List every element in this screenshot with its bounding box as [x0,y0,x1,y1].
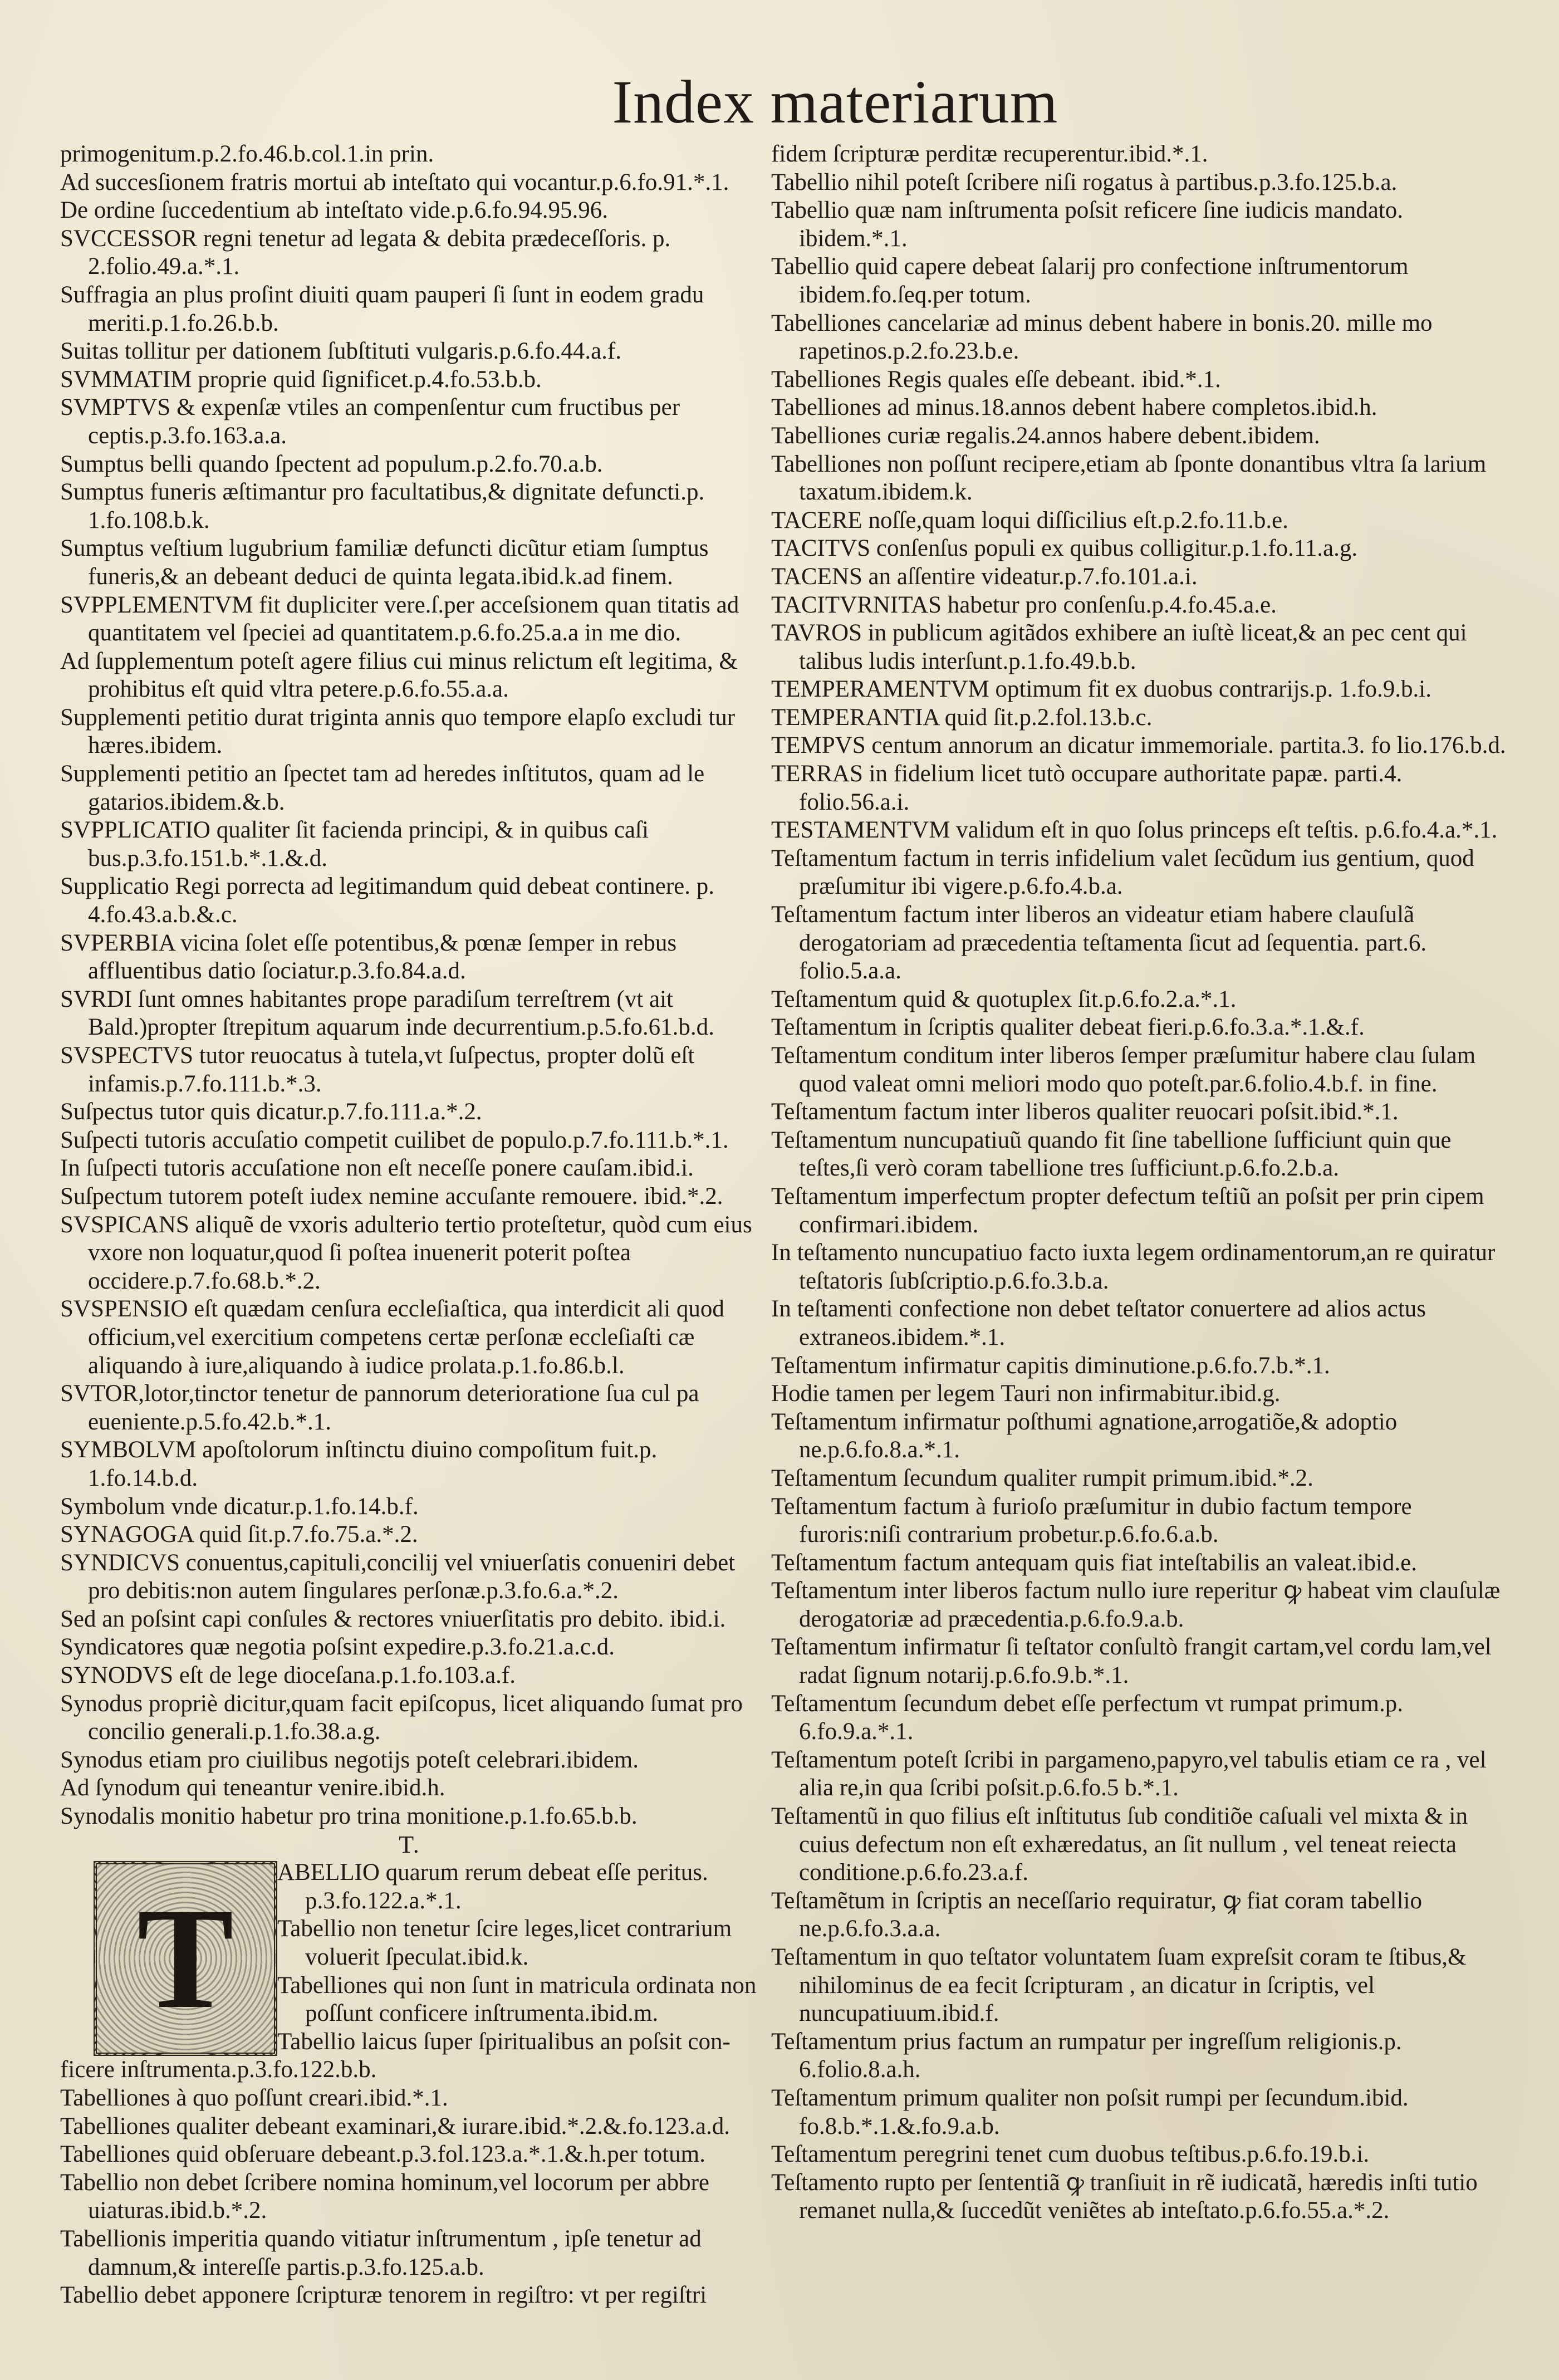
index-entry: TESTAMENTVM validum eſt in quo ſolus princeps eſt teſtis. p.6.fo.4.a.*.1. [771,817,1498,844]
index-entry: SVSPECTVS tutor reuocatus à tutela,vt ſuſpectus, propter dolũ eſt infamis.p.7.fo.111.b.*.3. [60,1042,695,1097]
index-entry: Synodalis monitio habetur pro trina monitione.p.1.fo.65.b.b. [60,1803,638,1830]
index-entry: Teſtamentum peregrini tenet cum duobus teſtibus.p.6.fo.19.b.i. [771,2141,1370,2168]
index-entry: ficere inſtrumenta.p.3.fo.122.b.b. [60,2056,377,2083]
index-entry: Teſtamentũ in quo filius eſt inſtitutus ſub conditiõe caſuali vel mixta & in cuius defectum non eſt exhæredatus, an ſit nullum , vel teneat reiecta conditione.p.6.fo.23.a.f. [771,1803,1468,1886]
index-entry: primogenitum.p.2.fo.46.b.col.1.in prin. [60,141,434,167]
index-entry: Synodus propriè dicitur,quam facit epiſcopus, licet aliquando ſumat pro concilio generali.p.1.fo.38.a.g. [60,1690,743,1745]
index-entry: Teſtamentum factum in terris infidelium valet ſecũdum ius gentium, quod præſumitur ibi vigere.p.6.fo.4.b.a. [771,845,1474,900]
index-entry: Tabelliones Regis quales eſſe debeant. ibid.*.1. [771,366,1221,393]
left-entries [60,140,759,1831]
index-entry: TACITVRNITAS habetur pro conſenſu.p.4.fo.45.a.e. [771,591,1277,618]
index-entry: TAVROS in publicum agitãdos exhibere an iuſtè liceat,& an pec cent qui talibus ludis interſunt.p.1.fo.49.b.b. [771,620,1467,674]
index-entry: Teſtamentum infirmatur capitis diminutione.p.6.fo.7.b.*.1. [771,1352,1330,1379]
index-entry: SVPPLICATIO qualiter ſit facienda principi, & in quibus caſi bus.p.3.fo.151.b.*.1.&.d. [60,817,649,871]
index-entry: Tabelliones qui non ſunt in matricula ordinata non poſſunt conficere inſtrumenta.ibid.m. [277,1972,757,2027]
index-entry: SVSPENSIO eſt quædam cenſura eccleſiaſtica, qua interdicit ali quod officium,vel exercitium competens certæ perſonæ eccleſiaſti cæ aliquando à iure,aliquando à iudice prolata.p.1.fo.86.b.l. [60,1296,724,1379]
index-entry: Suſpectus tutor quis dicatur.p.7.fo.111.a.*.2. [60,1099,482,1125]
index-entry: TEMPVS centum annorum an dicatur immemoriale. partita.3. fo lio.176.b.d. [771,732,1506,759]
index-entry: In teſtamento nuncupatiuo facto iuxta legem ordinamentorum,an re quiratur teſtatoris ſubſcriptio.p.6.fo.3.b.a. [771,1240,1496,1294]
index-entry: Teſtamentum factum inter liberos an videatur etiam habere clauſulã derogatoriam ad præcedentia teſtamenta ſicut ad ſequentia. part.6. folio.5.a.a. [771,902,1427,985]
left-after-entries [60,2056,759,2309]
index-column-right [771,140,1506,2225]
index-entry: Ad succesſionem fratris mortui ab inteſtato qui vocantur.p.6.fo.91.*.1. [60,169,729,195]
index-entry: Tabelliones non poſſunt recipere,etiam ab ſponte donantibus vltra ſa larium taxatum.ibidem.k. [771,450,1487,506]
drop-cap-block [60,1859,759,2056]
index-entry: Supplicatio Regi porrecta ad legitimandum quid debeat continere. p. 4.fo.43.a.b.&.c. [60,873,714,928]
index-entry: Teſtamentum prius factum an rumpatur per ingreſſum religionis.p. 6.folio.8.a.h. [771,2028,1402,2083]
index-entry: Teſtamentum inter liberos factum nullo iure reperitur ꝙ habeat vim clauſulæ derogatoriæ ad præcedentia.p.6.fo.9.a.b. [771,1578,1501,1632]
index-entry: SVRDI ſunt omnes habitantes prope paradiſum terreſtrem (vt ait Bald.)propter ſtrepitum aquarum inde decurrentium.p.5.fo.61.b.d. [60,986,714,1041]
index-entry: Teſtamentum quid & quotuplex ſit.p.6.fo.2.a.*.1. [771,986,1237,1012]
index-entry: TACERE noſſe,quam loqui diſſicilius eſt.p.2.fo.11.b.e. [771,507,1288,533]
index-entry: TERRAS in fidelium licet tutò occupare authoritate papæ. parti.4. folio.56.a.i. [771,761,1403,815]
index-entry: In teſtamenti confectione non debet teſtator conuertere ad alios actus extraneos.ibidem.*.1. [771,1296,1426,1350]
index-entry: SYNAGOGA quid ſit.p.7.fo.75.a.*.2. [60,1521,418,1548]
index-entry: Tabellio non debet ſcribere nomina hominum,vel locorum per abbre uiaturas.ibid.b.*.2. [60,2169,709,2224]
ornamental-initial-icon [94,1861,277,2056]
index-entry: Sumptus veſtium lugubrium familiæ defuncti dicũtur etiam ſumptus funeris,& an debeant deduci de quinta legata.ibid.k.ad finem. [60,535,709,590]
index-entry: Teſtamentum imperfectum propter defectum teſtiũ an poſsit per prin cipem confirmari.ibidem. [771,1183,1484,1238]
index-entry: TACITVS conſenſus populi ex quibus colligitur.p.1.fo.11.a.g. [771,535,1358,562]
index-entry: SVMMATIM proprie quid ſignificet.p.4.fo.53.b.b. [60,366,542,393]
index-entry: TEMPERANTIA quid ſit.p.2.fol.13.b.c. [771,704,1153,731]
index-entry: Hodie tamen per legem Tauri non infirmabitur.ibid.g. [771,1380,1281,1407]
index-entry: Supplementi petitio an ſpectet tam ad heredes inſtitutos, quam ad le gatarios.ibidem.&.b. [60,761,705,815]
index-entry: Suſpecti tutoris accuſatio competit cuilibet de populo.p.7.fo.111.b.*.1. [60,1127,729,1153]
index-entry: Suſpectum tutorem poteſt iudex nemine accuſante remouere. ibid.*.2. [60,1183,723,1209]
index-entry: Suitas tollitur per dationem ſubſtituti vulgaris.p.6.fo.44.a.f. [60,338,621,365]
index-entry: SYMBOLVM apoſtolorum inſtinctu diuino compoſitum fuit.p. 1.fo.14.b.d. [60,1437,658,1491]
index-entry: Teſtamentum infirmatur ſi teſtator conſultò frangit cartam,vel cordu lam,vel radat ſignum notarij.p.6.fo.9.b.*.1. [771,1634,1492,1689]
index-entry: Tabellio nihil poteſt ſcribere niſi rogatus à partibus.p.3.fo.125.b.a. [771,169,1398,195]
index-entry: Tabellio debet apponere ſcripturæ tenorem in regiſtro: vt per regiſtri [60,2282,707,2309]
index-entry: SYNDICVS conuentus,capituli,concilij vel vniuerſatis conueniri debet pro debitis:non autem ſingulares perſonæ.p.3.fo.6.a.*.2. [60,1549,736,1604]
index-entry: SVSPICANS aliquẽ de vxoris adulterio tertio proteſtetur, quòd cum eius vxore non loquatur,quod ſi poſtea inuenerit poterit poſtea occidere.p.7.fo.68.b.*.2. [60,1211,752,1294]
index-entry: SVCCESSOR regni tenetur ad legata & debita prædeceſſoris. p. 2.folio.49.a.*.1. [60,225,671,280]
index-entry: Tabelliones curiæ regalis.24.annos habere debent.ibidem. [771,422,1320,449]
index-entry: In ſuſpecti tutoris accuſatione non eſt neceſſe ponere cauſam.ibid.i. [60,1155,694,1182]
index-entry: Symbolum vnde dicatur.p.1.fo.14.b.f. [60,1493,419,1520]
index-entry: Teſtamentum conditum inter liberos ſemper præſumitur habere clau ſulam quod valeat omni meliori modo quo poteſt.par.6.folio.4.b.f. in fine. [771,1042,1476,1097]
index-entry: SVPPLEMENTVM fit dupliciter vere.ſ.per acceſsionem quan titatis ad quantitatem vel ſpeciei ad quantitatem.p.6.fo.25.a.a in me dio. [60,591,739,647]
index-entry: Syndicatores quæ negotia poſsint expedire.p.3.fo.21.a.c.d. [60,1634,615,1661]
index-entry: Tabellio laicus ſuper ſpiritualibus an poſsit con- [277,2028,731,2055]
index-column-left [60,140,759,2310]
section-letter: T. [399,1830,420,1858]
index-entry: Teſtamentum in quo teſtator voluntatem ſuam expreſsit coram te ſtibus,& nihilominus de ea fecit ſcripturam , an dicatur in ſcriptis, vel nuncupatiuum.ibid.f. [771,1944,1467,2027]
index-entry: Teſtamentum factum antequam quis fiat inteſtabilis an valeat.ibid.e. [771,1549,1418,1576]
page-title: Index materiarum [612,68,1058,136]
drop-cap-letter: T [97,1864,274,2053]
index-entry: Tabelliones à quo poſſunt creari.ibid.*.1. [60,2084,448,2111]
index-entry: Teſtamentum in ſcriptis qualiter debeat fieri.p.6.fo.3.a.*.1.&.f. [771,1014,1365,1041]
index-entry: Ad ſynodum qui teneantur venire.ibid.h. [60,1775,445,1801]
index-entry: Teſtamentum ſecundum qualiter rumpit primum.ibid.*.2. [771,1465,1313,1491]
index-entry: Tabelliones quid obſeruare debeant.p.3.fol.123.a.*.1.&.h.per totum. [60,2141,705,2168]
index-entry: Teſtamentum infirmatur poſthumi agnatione,arrogatiõe,& adoptio ne.p.6.fo.8.a.*.1. [771,1408,1398,1463]
index-entry: Tabelliones cancelariæ ad minus debent habere in bonis.20. mille mo rapetinos.p.2.fo.23.b.e. [771,310,1433,365]
index-entry: TEMPERAMENTVM optimum fit ex duobus contrarijs.p. 1.fo.9.b.i. [771,676,1432,703]
index-entry: Tabellio non tenetur ſcire leges,licet contrarium voluerit ſpeculat.ibid.k. [277,1916,732,1970]
index-entry: SVMPTVS & expenſæ vtiles an compenſentur cum fructibus per ceptis.p.3.fo.163.a.a. [60,394,680,449]
right-entries [771,140,1506,2225]
index-entry: SYNODVS eſt de lege dioceſana.p.1.fo.103.a.f. [60,1662,516,1689]
index-entry: Teſtamentum factum inter liberos qualiter reuocari poſsit.ibid.*.1. [771,1099,1399,1125]
index-entry: Synodus etiam pro ciuilibus negotijs poteſt celebrari.ibidem. [60,1746,639,1773]
index-entry: Teſtamento rupto per ſententiã ꝙ tranſiuit in rẽ iudicatã, hæredis inſti tutio remanet nulla,& ſuccedũt veniẽtes ab inteſtato.p.6.fo.55.a.*.2. [771,2169,1478,2224]
index-entry: Teſtamentum ſecundum debet eſſe perfectum vt rumpat primum.p. 6.fo.9.a.*.1. [771,1690,1403,1745]
index-entry: Tabelliones qualiter debeant examinari,& iurare.ibid.*.2.&.fo.123.a.d. [60,2113,730,2139]
index-entry: Ad ſupplementum poteſt agere filius cui minus relictum eſt legitima, & prohibitus eſt quid vltra petere.p.6.fo.55.a.a. [60,648,738,703]
index-entry: SVTOR,lotor,tinctor tenetur de pannorum deterioratione ſua cul pa eueniente.p.5.fo.42.b.*.1. [60,1380,699,1435]
index-entry: Teſtamentum poteſt ſcribi in pargameno,papyro,vel tabulis etiam ce ra , vel alia re,in qua ſcribi poſsit.p.6.fo.5 b.*.1. [771,1746,1487,1801]
index-entry: Teſtamentum factum à furioſo præſumitur in dubio factum tempore furoris:niſi contrarium probetur.p.6.fo.6.a.b. [771,1493,1412,1548]
index-entry: SVPERBIA vicina ſolet eſſe potentibus,& pœnæ ſemper in rebus affluentibus datio ſociatur.p.3.fo.84.a.d. [60,929,677,985]
index-entry: De ordine ſuccedentium ab inteſtato vide.p.6.fo.94.95.96. [60,197,608,224]
index-entry: Tabellio quæ nam inſtrumenta poſsit reficere ſine iudicis mandato. ibidem.*.1. [771,197,1403,252]
index-entry: Sumptus funeris æſtimantur pro facultatibus,& dignitate defuncti.p. 1.fo.108.b.k. [60,479,705,533]
index-entry: Tabelliones ad minus.18.annos debent habere completos.ibid.h. [771,394,1377,421]
index-entry: Teſtamentum nuncupatiuũ quando fit ſine tabellione ſufficiunt quin que teſtes,ſi verò coram tabellione tres ſufficiunt.p.6.fo.2.b.a. [771,1127,1452,1182]
index-entry: Teſtamẽtum in ſcriptis an neceſſario requiratur, ꝙ fiat coram tabellio ne.p.6.fo.3.a.a. [771,1887,1423,1942]
index-entry: ABELLIO quarum rerum debeat eſſe peritus. p.3.fo.122.a.*.1. [277,1859,708,1914]
index-entry: Sed an poſsint capi conſules & rectores vniuerſitatis pro debito. ibid.i. [60,1605,726,1632]
index-entry: Supplementi petitio durat triginta annis quo tempore elapſo excludi tur hæres.ibidem. [60,704,736,759]
index-entry: Teſtamentum primum qualiter non poſsit rumpi per ſecundum.ibid. fo.8.b.*.1.&.fo.9.a.b. [771,2084,1409,2139]
index-entry: Suffragia an plus proſint diuiti quam pauperi ſi ſunt in eodem gradu meriti.p.1.fo.26.b.b. [60,281,704,336]
index-entry: Sumptus belli quando ſpectent ad populum.p.2.fo.70.a.b. [60,450,603,477]
index-entry: fidem ſcripturæ perditæ recuperentur.ibid.*.1. [771,141,1208,167]
index-entry: Tabellionis imperitia quando vitiatur inſtrumentum , ipſe tenetur ad damnum,& intereſſe partis.p.3.fo.125.a.b. [60,2225,702,2280]
index-entry: Tabellio quid capere debeat ſalarij pro confectione inſtrumentorum ibidem.fo.ſeq.per totum. [771,253,1409,308]
index-entry: TACENS an aſſentire videatur.p.7.fo.101.a.i. [771,563,1198,590]
